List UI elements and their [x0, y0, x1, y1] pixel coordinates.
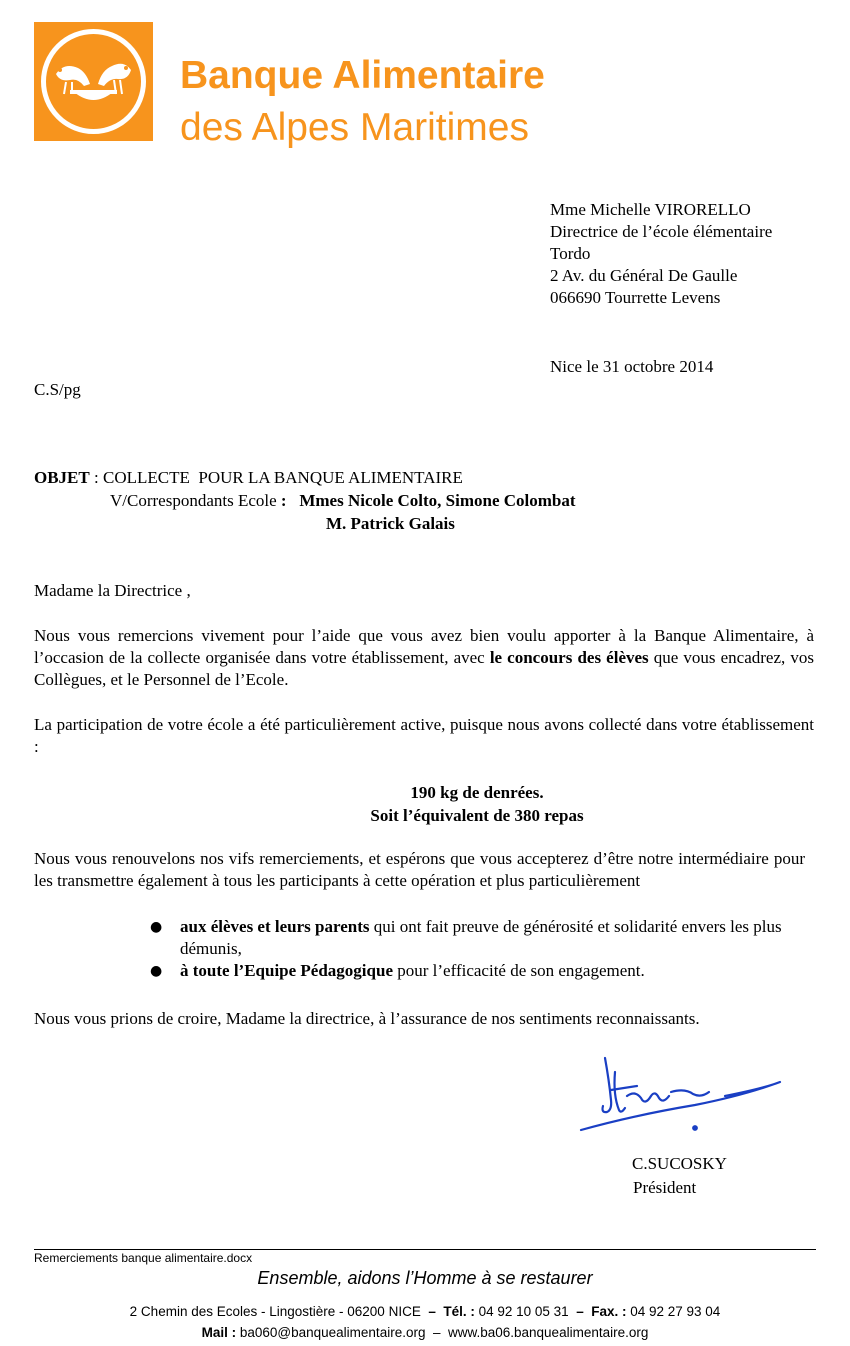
- salutation: Madame la Directrice ,: [34, 581, 191, 600]
- subject-line: [34, 467, 463, 489]
- paragraph-thanks-part2: que vous encadrez, vos Collègues, et le Personnel de l’Ecole.: [34, 648, 814, 689]
- footer-dash: –: [568, 1304, 592, 1319]
- paragraph-thanks-part1: Nous vous remercions vivement pour l’aide que vous avez bien voulu apporter à la Banque Alimentaire, à l’occasion de la collecte organisée dans votre établissement, avec: [34, 626, 814, 667]
- bullet-icon: ●: [150, 963, 163, 979]
- subject-separator: :: [89, 468, 103, 487]
- brand-region: des Alpes Maritimes: [180, 106, 529, 149]
- recipient-role: Directrice de l’école élémentaire: [550, 222, 773, 241]
- footer-fax: 04 92 27 93 04: [626, 1304, 721, 1319]
- list-item-text: pour l’efficacité de son engagement.: [393, 961, 645, 980]
- footer-contact: [0, 1303, 850, 1321]
- logo: [34, 22, 153, 141]
- subject-text: COLLECTE POUR LA BANQUE ALIMENTAIRE: [102, 468, 463, 487]
- footer-mail-label: Mail :: [201, 1325, 237, 1340]
- paragraph-renewal: Nous vous renouvelons nos vifs remerciements, et espérons que vous accepterez d’être notre intermédiaire pour les transmettre également à tous les participants à cette opération et plus particulièrement: [34, 849, 805, 890]
- recipient-name: Mme Michelle VIRORELLO: [550, 200, 751, 219]
- paragraph-thanks-bold: le concours des élèves: [489, 648, 649, 667]
- correspondents-names-2: M. Patrick Galais: [326, 514, 455, 533]
- correspondents-line: [110, 490, 576, 512]
- signature: [575, 1050, 785, 1135]
- footer-motto: Ensemble, aidons l’Homme à se restaurer: [257, 1268, 593, 1288]
- footer-address: 2 Chemin des Ecoles - Lingostière - 06200 NICE: [129, 1304, 421, 1319]
- footer-website: www.ba06.banquealimentaire.org: [447, 1325, 649, 1340]
- signer-title: Président: [633, 1178, 697, 1197]
- closing-formula: Nous vous prions de croire, Madame la directrice, à l’assurance de nos sentiments reconnaissants.: [34, 1009, 700, 1028]
- list-item-bold: aux élèves et leurs parents: [180, 917, 370, 936]
- collected-amount: 190 kg de denrées.: [410, 783, 544, 802]
- footer-online: [0, 1324, 850, 1342]
- list-item-bold: à toute l’Equipe Pédagogique: [180, 961, 393, 980]
- footer-tel: 04 92 10 05 31: [474, 1304, 569, 1319]
- footer-dash: –: [425, 1325, 448, 1340]
- recipient-school: Tordo: [550, 244, 591, 263]
- footer-mail: ba060@banquealimentaire.org: [236, 1325, 426, 1340]
- list-item: [150, 960, 810, 982]
- footer-fax-label: Fax. :: [591, 1304, 627, 1319]
- letter-date: Nice le 31 octobre 2014: [550, 357, 714, 376]
- document-filename: Remerciements banque alimentaire.docx: [34, 1251, 253, 1265]
- footer-dash: –: [420, 1304, 444, 1319]
- correspondents-names-1: Mmes Nicole Colto, Simone Colombat: [299, 491, 576, 510]
- correspondents-label: V/Correspondants Ecole: [110, 491, 277, 510]
- paragraph-thanks: [34, 625, 814, 691]
- signer-name: C.SUCOSKY: [632, 1154, 727, 1173]
- recipient-street: 2 Av. du Général De Gaulle: [550, 266, 738, 285]
- footer-divider: [34, 1249, 816, 1250]
- letter-reference: C.S/pg: [34, 380, 81, 399]
- bullet-icon: ●: [150, 919, 163, 935]
- brand-name: Banque Alimentaire: [180, 54, 545, 97]
- meals-equivalent: Soit l’équivalent de 380 repas: [370, 806, 584, 825]
- subject-label: OBJET: [34, 468, 90, 487]
- handwritten-signature-icon: [575, 1050, 785, 1135]
- footer-tel-label: Tél. :: [443, 1304, 475, 1319]
- birds-sharing-bowl-logo-icon: [34, 22, 153, 141]
- thanks-list: [150, 916, 810, 982]
- correspondents-colon: :: [276, 491, 300, 510]
- list-item-text: qui ont fait preuve de générosité et solidarité envers les plus démunis,: [180, 917, 782, 958]
- list-item: [150, 916, 810, 960]
- paragraph-participation: La participation de votre école a été particulièrement active, puisque nous avons collecté dans votre établissement :: [34, 715, 814, 756]
- recipient-address: [550, 199, 840, 309]
- recipient-city: 066690 Tourrette Levens: [550, 288, 721, 307]
